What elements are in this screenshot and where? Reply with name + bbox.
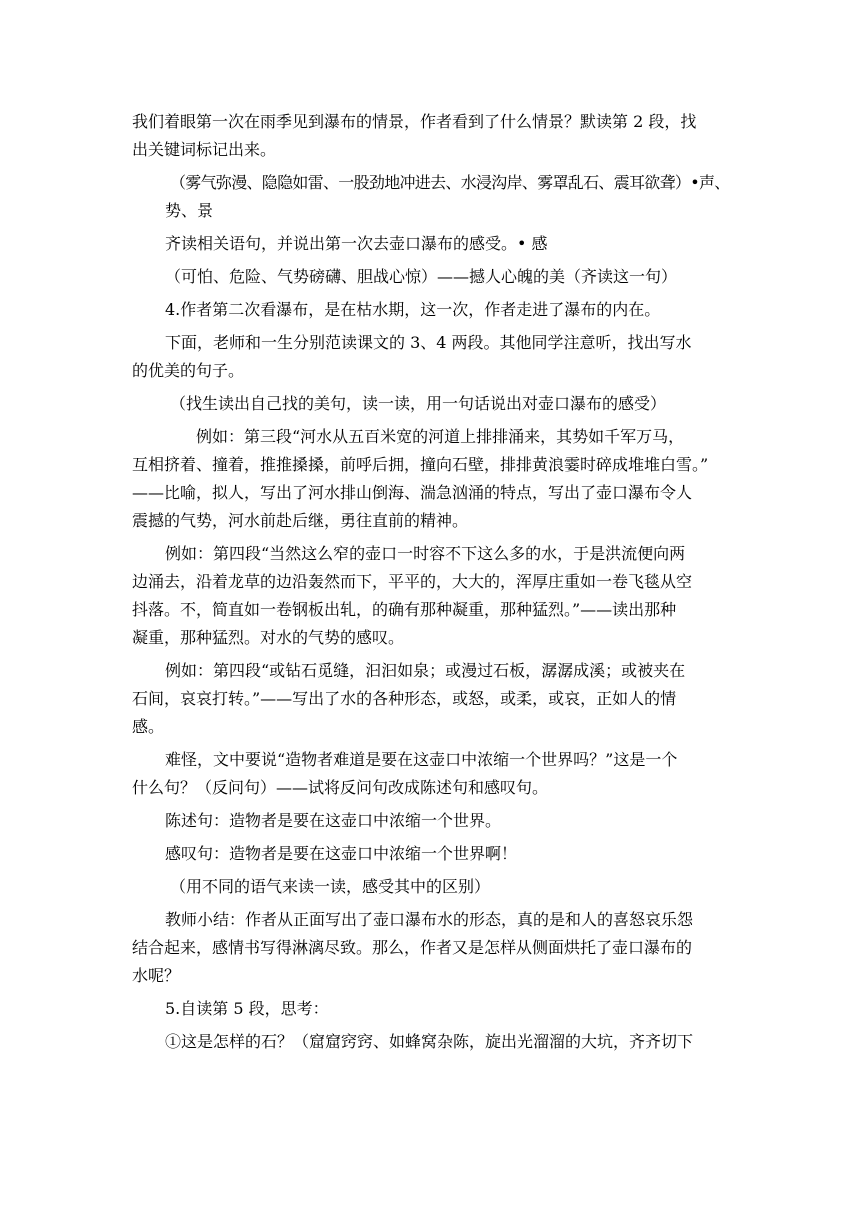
text-line: 我们着眼第一次在雨季见到瀑布的情景，作者看到了什么情景？默读第 2 段，找 — [132, 112, 697, 131]
text-line: （找生读出自己找的美句，读一读，用一句话说出对壶口瀑布的感受） — [170, 394, 667, 413]
text-line: 边涌去，沿着龙草的边沿轰然而下，平平的，大大的，浑厚庄重如一卷飞毯从空 — [132, 572, 693, 591]
paragraph-17 — [132, 1028, 732, 1056]
paragraph-13 — [132, 840, 732, 868]
paragraph-14 — [132, 873, 732, 901]
paragraph-6 — [132, 329, 732, 385]
paragraph-15 — [132, 906, 732, 990]
text-line: 4.作者第二次看瀑布，是在枯水期，这一次，作者走进了瀑布的内在。 — [165, 300, 661, 319]
paragraph-16 — [132, 995, 732, 1023]
paragraph-3 — [132, 230, 732, 258]
text-line: 的优美的句子。 — [132, 361, 245, 380]
text-line: （雾气弥漫、隐隐如雷、一股劲地冲进去、水浸沟岸、雾罩乱石、震耳欲聋）•声、 — [170, 173, 730, 192]
paragraph-1 — [132, 108, 732, 164]
document-body — [132, 108, 732, 1056]
text-line: 下面，老师和一生分别范读课文的 3、4 两段。其他同学注意听，找出写水 — [165, 333, 692, 352]
text-line: 例如：第四段“或钻石觅缝，汩汩如泉；或漫过石板，潺潺成溪；或被夹在 — [165, 661, 686, 680]
text-line: 水呢？ — [132, 966, 181, 985]
text-line: 势、景 — [165, 201, 214, 220]
text-line: 陈述句：造物者是要在这壶口中浓缩一个世界。 — [165, 811, 502, 830]
text-line: 感。 — [132, 717, 165, 736]
text-line: （用不同的语气来读一读，感受其中的区别） — [170, 877, 491, 896]
text-line: 教师小结：作者从正面写出了壶口瀑布水的形态，真的是和人的喜怒哀乐怨 — [165, 910, 694, 929]
paragraph-7 — [132, 390, 732, 418]
text-line: 齐读相关语句，并说出第一次去壶口瀑布的感受。• 感 — [165, 234, 548, 253]
text-line: 凝重，那种猛烈。对水的气势的感叹。 — [132, 628, 405, 647]
text-line: 抖落。不，简直如一卷钢板出轧，的确有那种凝重，那种猛烈。”——读出那种 — [132, 600, 677, 619]
text-line: 感叹句：造物者是要在这壶口中浓缩一个世界啊！ — [165, 844, 518, 863]
paragraph-12 — [132, 807, 732, 835]
text-line: 5.自读第 5 段，思考： — [165, 999, 329, 1018]
text-line: （可怕、危险、气势磅礴、胆战心惊）——撼人心魄的美（齐读这一句） — [165, 267, 678, 286]
text-line: 互相挤着、撞着，推推搡搡，前呼后拥，撞向石壁，排排黄浪霎时碎成堆堆白雪。” — [132, 455, 709, 474]
text-line: ①这是怎样的石？（窟窟窍窍、如蜂窝杂陈，旋出光溜溜的大坑，齐齐切下 — [165, 1032, 694, 1051]
paragraph-9 — [132, 540, 732, 652]
text-line: 石间，哀哀打转。”——写出了水的各种形态，或怒，或柔，或哀，正如人的情 — [132, 689, 677, 708]
paragraph-4 — [132, 263, 732, 291]
text-line: 什么句？（反问句）——试将反问句改成陈述句和感叹句。 — [132, 778, 549, 797]
text-line: 震撼的气势，河水前赴后继，勇往直前的精神。 — [132, 511, 469, 530]
paragraph-10 — [132, 657, 732, 741]
paragraph-2 — [132, 169, 732, 225]
text-line: 出关键词标记出来。 — [132, 140, 277, 159]
paragraph-8 — [132, 423, 732, 535]
text-line: 难怪，文中要说“造物者难道是要在这壶口中浓缩一个世界吗？”这是一个 — [165, 750, 678, 769]
text-line: 例如：第四段“当然这么窄的壶口一时容不下这么多的水，于是洪流便向两 — [165, 544, 686, 563]
paragraph-5 — [132, 296, 732, 324]
text-line: 例如：第三段“河水从五百米宽的河道上排排涌来，其势如千军万马， — [196, 427, 685, 446]
paragraph-11 — [132, 746, 732, 802]
text-line: 结合起来，感情书写得淋漓尽致。那么，作者又是怎样从侧面烘托了壶口瀑布的 — [132, 938, 693, 957]
text-line: ——比喻，拟人，写出了河水排山倒海、湍急汹涌的特点，写出了壶口瀑布令人 — [132, 483, 693, 502]
